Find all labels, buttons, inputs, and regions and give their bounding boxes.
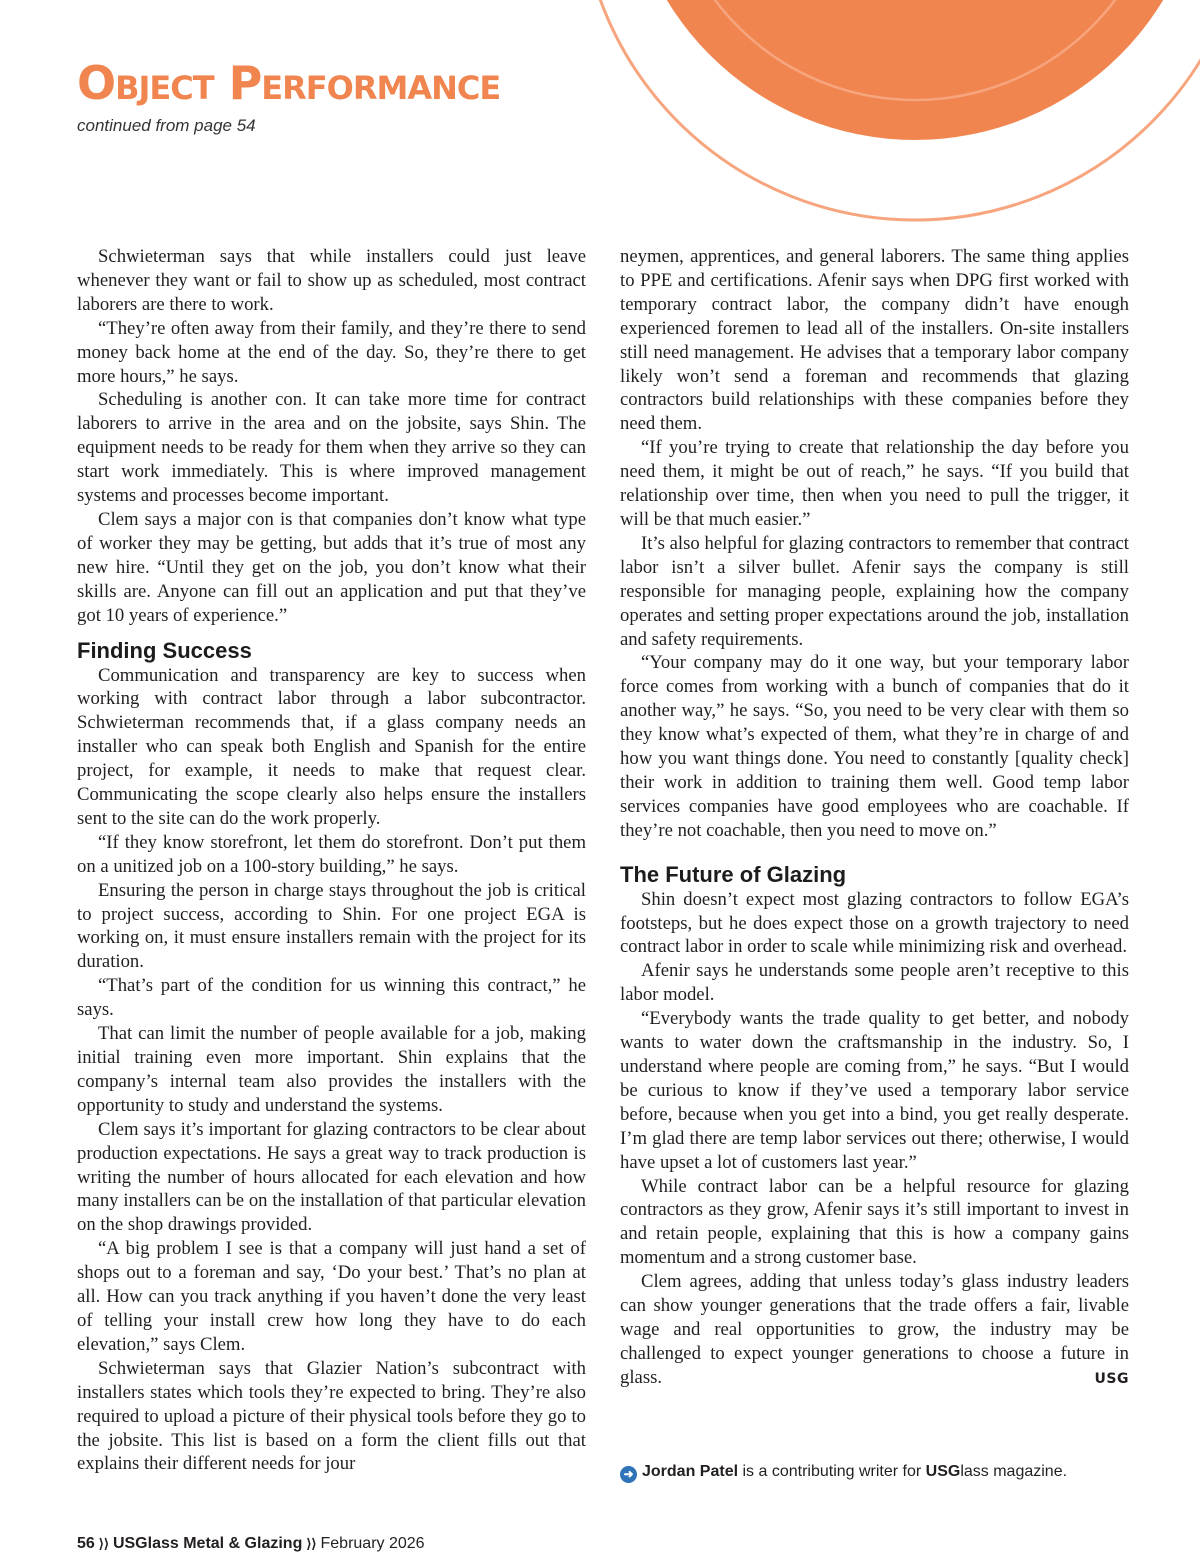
paragraph: neymen, apprentices, and general laborers. The same thing applies to PPE and certifications. Afenir says when DPG first worked with temporary contract labor, the company didn’t have enough experienced foremen to lead all of the installers. On-site installers still need management. He advises that a temporary labor company likely won’t send a foreman and recommends that glazing contractors build relationships with these companies before they need them. [620, 246, 1129, 435]
paragraph: Schwieterman says that while installers could just leave whenever they want or fail to show up as scheduled, most contract laborers are there to work. [77, 246, 586, 315]
issue-date: February 2026 [320, 1535, 425, 1552]
paragraph: “Your company may do it one way, but your temporary labor force comes from working with a bunch of companies that do it another way,” he says. “So, you need to be very clear with them so they know what’s expected of them, what they’re in charge of and how you want things done. You need to constantly [quality check] their work in addition to training them well. Good temp labor services companies have good employees who are coachable. If they’re not coachable, then you need to move on.” [620, 652, 1129, 841]
paragraph: Clem says a major con is that companies don’t know what type of worker they may be getting, but adds that it’s true of most any new hire. “Until they get on the job, you don’t know what their skills are. Anyone can fill out an application and put that they’ve got 10 years of experience.” [77, 508, 586, 626]
page-number: 56 [77, 1535, 95, 1552]
paragraph: Afenir says he understands some people aren’t receptive to this labor model. [620, 960, 1129, 1006]
footer-separator: ⟩⟩ [306, 1536, 317, 1551]
page-title: Object Performance [77, 56, 501, 110]
brand-rest: lass magazine. [960, 1463, 1068, 1480]
brand-usg: USG [925, 1463, 961, 1480]
paragraph: “That’s part of the condition for us winning this contract,” he says. [77, 975, 586, 1021]
magazine-name: USGlass Metal & Glazing [112, 1535, 303, 1552]
bio-text: is a contributing writer for [738, 1463, 926, 1480]
paragraph: Scheduling is another con. It can take more time for contract laborers to arrive in the area and on the jobsite, says Shin. The equipment needs to be ready for them when they arrive so they can start work immediately. This is where improved management systems and processes become important. [77, 389, 586, 507]
paragraph: Ensuring the person in charge stays throughout the job is critical to project success, according to Shin. For one project EGA is working on, it must ensure installers remain with the project for its duration. [77, 879, 586, 973]
paragraph: “If you’re trying to create that relationship the day before you need them, it might be out of reach,” he says. “If you build that relationship over time, then when you need to pull the trigger, it will be that much easier.” [620, 437, 1129, 530]
section-heading-finding-success: Finding Success [77, 637, 252, 663]
paragraph: “If they know storefront, let them do storefront. Don’t put them on a unitized job on a 100-story building,” he says. [77, 831, 586, 877]
inner-arc-ring [665, 0, 1165, 100]
outer-arc-ring [580, 0, 1200, 220]
end-mark: USG [1094, 1370, 1129, 1387]
footer-separator: ⟩⟩ [98, 1536, 109, 1551]
orange-circle [625, 0, 1200, 140]
paragraph-last [620, 1270, 1129, 1390]
paragraph: It’s also helpful for glazing contractors to remember that contract labor isn’t a silver bullet. Afenir says the company is still responsible for managing people, explaining how the company operates and setting proper expectations around the job, installation and safety requirements. [620, 532, 1129, 650]
paragraph: “Everybody wants the trade quality to get better, and nobody wants to water down the craftsmanship in the industry. So, I understand where people are coming from,” he says. “But I would be curious to know if they’ve used a temporary labor service before, because when you get into a bind, you get really desperate. I’m glad there are temp labor services out there; otherwise, I would have upset a lot of customers last year.” [620, 1008, 1129, 1173]
last-paragraph-text: Clem agrees, adding that unless today’s glass industry leaders can show younger generations that the trade offers a fair, livable wage and real opportunities to grow, the industry may be challenged to expect younger generations to choose a future in glass. [620, 1271, 1129, 1388]
article-column-right [620, 245, 1129, 1392]
section-heading-future-of-glazing: The Future of Glazing [620, 861, 847, 887]
author-name: Jordan Patel [642, 1463, 739, 1480]
continued-note: continued from page 54 [77, 116, 256, 135]
paragraph: While contract labor can be a helpful resource for glazing contractors as they grow, Afenir says it’s still important to invest in and retain people, explaining that this is how a company gains momentum and a strong customer base. [620, 1175, 1129, 1269]
paragraph: Schwieterman says that Glazier Nation’s subcontract with installers states which tools they’re expected to bring. They’re also required to upload a picture of their physical tools before they go to the jobsite. This list is based on a form the client fills out that explains their different needs for jour [77, 1357, 586, 1475]
paragraph: Clem says it’s important for glazing contractors to be clear about production expectations. He says a great way to track production is writing the number of hours allocated for each elevation and how many installers can be on the installation of that particular elevation on the shop drawings provided. [77, 1118, 586, 1236]
paragraph: Communication and transparency are key to success when working with contract labor through a labor subcontractor. Schwieterman recommends that, if a glass company needs an installer who can speak both English and Spanish for the entire project, for example, it needs to make that request clear. Communicating the scope clearly also helps ensure the installers sent to the site can do the work properly. [77, 664, 586, 829]
paragraph: That can limit the number of people available for a job, making initial training even more important. Shin explains that the company’s internal team also provides the installers with the opportunity to study and understand the systems. [77, 1023, 586, 1116]
author-bio [620, 1463, 1140, 1483]
article-column-left [77, 245, 586, 1476]
paragraph: Shin doesn’t expect most glazing contractors to follow EGA’s footsteps, but he does expect those on a growth trajectory to need contract labor in order to scale while minimizing risk and overhead. [620, 888, 1129, 958]
page-footer [77, 1535, 425, 1553]
paragraph: “They’re often away from their family, and they’re there to send money back home at the end of the day. So, they’re there to get more hours,” he says. [77, 317, 586, 387]
arrow-right-circle-icon: ➜ [620, 1466, 637, 1483]
paragraph: “A big problem I see is that a company will just hand a set of shops out to a foreman and say, ‘Do your best.’ That’s no plan at all. How can you track anything if you haven’t done the very least of telling your install crew how long they have to do each elevation,” says Clem. [77, 1238, 586, 1355]
